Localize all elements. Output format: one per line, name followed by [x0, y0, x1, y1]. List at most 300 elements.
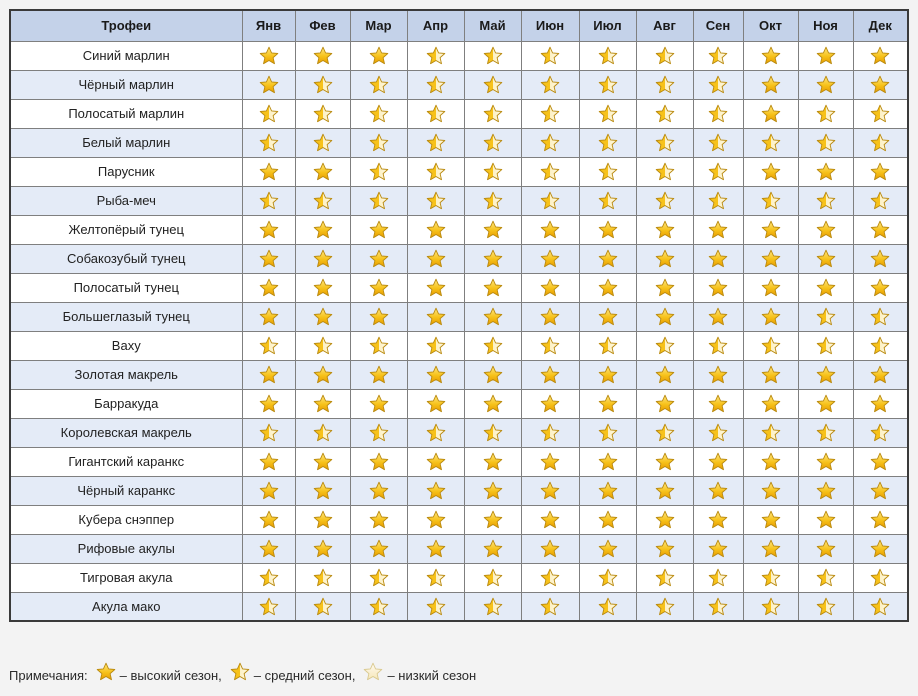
star-half-icon — [483, 75, 503, 94]
season-cell — [636, 476, 693, 505]
season-cell — [853, 563, 908, 592]
season-cell — [636, 302, 693, 331]
season-cell — [693, 186, 743, 215]
star-half-icon — [816, 133, 836, 152]
season-cell — [521, 360, 579, 389]
season-cell — [521, 447, 579, 476]
star-full-icon — [655, 394, 675, 413]
season-cell — [579, 41, 636, 70]
star-half-icon — [483, 597, 503, 616]
season-cell — [407, 99, 464, 128]
trophy-name: Рыба-меч — [10, 186, 242, 215]
star-full-icon — [483, 510, 503, 529]
season-cell — [853, 128, 908, 157]
season-cell — [693, 273, 743, 302]
season-cell — [693, 418, 743, 447]
star-full-icon — [870, 249, 890, 268]
season-cell — [464, 476, 521, 505]
season-cell — [853, 273, 908, 302]
star-half-icon — [870, 336, 890, 355]
season-cell — [295, 244, 350, 273]
season-cell — [579, 70, 636, 99]
season-cell — [798, 273, 853, 302]
star-full-icon — [598, 220, 618, 239]
season-cell — [350, 70, 407, 99]
table-row — [10, 592, 908, 621]
star-full-icon — [816, 452, 836, 471]
star-half-icon — [655, 75, 675, 94]
star-full-icon — [540, 249, 560, 268]
star-half-icon — [816, 423, 836, 442]
star-full-icon — [816, 46, 836, 65]
star-full-icon — [259, 162, 279, 181]
star-half-icon — [483, 423, 503, 442]
season-cell — [295, 215, 350, 244]
season-cell — [407, 331, 464, 360]
season-cell — [853, 476, 908, 505]
season-cell — [798, 418, 853, 447]
star-full-icon — [761, 162, 781, 181]
star-half-icon — [655, 104, 675, 123]
season-cell — [579, 592, 636, 621]
star-full-icon — [761, 539, 781, 558]
star-half-icon — [426, 423, 446, 442]
trophy-name: Кубера снэппер — [10, 505, 242, 534]
season-cell — [693, 389, 743, 418]
star-half-icon — [655, 568, 675, 587]
star-half-icon — [761, 423, 781, 442]
season-cell — [693, 41, 743, 70]
season-cell — [636, 563, 693, 592]
season-cell — [242, 99, 295, 128]
star-full-icon — [761, 46, 781, 65]
trophy-name: Желтопёрый тунец — [10, 215, 242, 244]
season-cell — [853, 302, 908, 331]
trophy-name: Ваху — [10, 331, 242, 360]
star-full-icon — [369, 539, 389, 558]
star-full-icon — [816, 539, 836, 558]
season-cell — [464, 592, 521, 621]
star-full-icon — [369, 46, 389, 65]
legend-low-label: – низкий сезон — [387, 668, 477, 683]
star-full-icon — [816, 162, 836, 181]
season-cell — [693, 70, 743, 99]
season-cell — [407, 534, 464, 563]
star-half-icon — [230, 662, 250, 681]
star-full-icon — [313, 249, 333, 268]
star-full-icon — [426, 510, 446, 529]
season-cell — [295, 186, 350, 215]
season-cell — [693, 505, 743, 534]
season-cell — [521, 99, 579, 128]
star-half-icon — [708, 568, 728, 587]
season-cell — [242, 505, 295, 534]
star-full-icon — [598, 510, 618, 529]
season-cell — [693, 128, 743, 157]
season-cell — [242, 186, 295, 215]
header-month: Мар — [350, 10, 407, 41]
header-month: Окт — [743, 10, 798, 41]
star-half-icon — [655, 162, 675, 181]
season-cell — [693, 302, 743, 331]
season-cell — [636, 534, 693, 563]
season-cell — [464, 360, 521, 389]
season-cell — [798, 331, 853, 360]
season-table-wrapper — [9, 9, 909, 622]
star-half-icon — [870, 423, 890, 442]
star-full-icon — [655, 510, 675, 529]
star-half-icon — [259, 133, 279, 152]
star-full-icon — [483, 394, 503, 413]
season-cell — [464, 41, 521, 70]
star-half-icon — [369, 336, 389, 355]
star-full-icon — [598, 278, 618, 297]
star-half-icon — [483, 191, 503, 210]
star-half-icon — [426, 568, 446, 587]
header-month: Авг — [636, 10, 693, 41]
season-cell — [295, 389, 350, 418]
header-month: Сен — [693, 10, 743, 41]
star-full-icon — [426, 249, 446, 268]
star-full-icon — [259, 510, 279, 529]
season-cell — [464, 70, 521, 99]
season-cell — [295, 273, 350, 302]
season-cell — [853, 389, 908, 418]
star-full-icon — [426, 365, 446, 384]
star-half-icon — [259, 191, 279, 210]
season-cell — [407, 128, 464, 157]
star-full-icon — [870, 394, 890, 413]
trophy-name: Полосатый тунец — [10, 273, 242, 302]
trophy-name: Барракуда — [10, 389, 242, 418]
star-half-icon — [259, 423, 279, 442]
season-cell — [743, 99, 798, 128]
season-cell — [464, 447, 521, 476]
season-cell — [350, 476, 407, 505]
season-cell — [464, 505, 521, 534]
star-full-icon — [761, 249, 781, 268]
star-full-icon — [655, 365, 675, 384]
season-cell — [743, 505, 798, 534]
star-half-icon — [369, 104, 389, 123]
season-cell — [636, 70, 693, 99]
season-cell — [636, 418, 693, 447]
header-month: Янв — [242, 10, 295, 41]
star-half-icon — [655, 191, 675, 210]
star-half-icon — [761, 133, 781, 152]
star-half-icon — [598, 75, 618, 94]
star-full-icon — [598, 249, 618, 268]
table-row — [10, 534, 908, 563]
season-cell — [464, 302, 521, 331]
star-full-icon — [540, 452, 560, 471]
season-cell — [853, 331, 908, 360]
star-half-icon — [483, 46, 503, 65]
star-full-icon — [259, 481, 279, 500]
star-full-icon — [761, 510, 781, 529]
season-cell — [350, 592, 407, 621]
star-full-icon — [369, 452, 389, 471]
star-full-icon — [655, 452, 675, 471]
star-half-icon — [369, 568, 389, 587]
star-half-icon — [708, 104, 728, 123]
star-half-icon — [369, 597, 389, 616]
star-half-icon — [598, 597, 618, 616]
star-half-icon — [598, 191, 618, 210]
season-cell — [407, 273, 464, 302]
table-row — [10, 41, 908, 70]
star-half-icon — [761, 191, 781, 210]
season-cell — [743, 215, 798, 244]
season-cell — [295, 302, 350, 331]
star-half-icon — [870, 104, 890, 123]
table-row — [10, 447, 908, 476]
season-cell — [350, 186, 407, 215]
star-full-icon — [540, 278, 560, 297]
season-cell — [295, 360, 350, 389]
trophy-name: Парусник — [10, 157, 242, 186]
star-full-icon — [761, 220, 781, 239]
star-full-icon — [816, 510, 836, 529]
star-half-icon — [313, 191, 333, 210]
star-half-icon — [598, 162, 618, 181]
season-cell — [350, 331, 407, 360]
season-cell — [798, 389, 853, 418]
season-cell — [636, 41, 693, 70]
season-cell — [853, 244, 908, 273]
table-row — [10, 99, 908, 128]
season-cell — [295, 505, 350, 534]
season-cell — [350, 418, 407, 447]
star-half-icon — [313, 597, 333, 616]
star-half-icon — [540, 423, 560, 442]
star-full-icon — [483, 452, 503, 471]
star-half-icon — [313, 568, 333, 587]
star-full-icon — [761, 452, 781, 471]
star-full-icon — [870, 452, 890, 471]
star-half-icon — [870, 597, 890, 616]
season-cell — [521, 534, 579, 563]
header-month: Июн — [521, 10, 579, 41]
star-full-icon — [369, 220, 389, 239]
star-full-icon — [870, 162, 890, 181]
season-cell — [407, 563, 464, 592]
star-half-icon — [816, 597, 836, 616]
season-cell — [579, 476, 636, 505]
star-half-icon — [598, 423, 618, 442]
star-half-icon — [708, 46, 728, 65]
star-half-icon — [655, 336, 675, 355]
star-full-icon — [369, 510, 389, 529]
star-half-icon — [761, 568, 781, 587]
star-half-icon — [426, 104, 446, 123]
star-full-icon — [540, 365, 560, 384]
season-cell — [579, 99, 636, 128]
season-cell — [636, 331, 693, 360]
season-cell — [407, 476, 464, 505]
season-cell — [579, 215, 636, 244]
season-cell — [295, 157, 350, 186]
star-full-icon — [870, 46, 890, 65]
season-cell — [798, 505, 853, 534]
season-cell — [579, 563, 636, 592]
season-cell — [350, 534, 407, 563]
star-full-icon — [761, 104, 781, 123]
star-full-icon — [259, 307, 279, 326]
season-cell — [242, 360, 295, 389]
star-half-icon — [816, 104, 836, 123]
star-full-icon — [708, 481, 728, 500]
star-full-icon — [426, 394, 446, 413]
star-half-icon — [708, 336, 728, 355]
season-cell — [521, 157, 579, 186]
season-cell — [579, 302, 636, 331]
season-cell — [798, 128, 853, 157]
star-full-icon — [761, 278, 781, 297]
season-cell — [407, 389, 464, 418]
season-cell — [693, 215, 743, 244]
season-cell — [242, 534, 295, 563]
season-cell — [636, 592, 693, 621]
season-cell — [242, 128, 295, 157]
season-cell — [743, 244, 798, 273]
trophy-name: Синий марлин — [10, 41, 242, 70]
season-cell — [350, 41, 407, 70]
season-cell — [579, 534, 636, 563]
star-full-icon — [708, 307, 728, 326]
star-half-icon — [426, 133, 446, 152]
star-full-icon — [313, 365, 333, 384]
table-row — [10, 244, 908, 273]
season-cell — [798, 70, 853, 99]
season-cell — [464, 331, 521, 360]
season-cell — [242, 476, 295, 505]
season-cell — [579, 447, 636, 476]
season-cell — [743, 128, 798, 157]
season-cell — [242, 418, 295, 447]
season-cell — [464, 563, 521, 592]
season-cell — [521, 592, 579, 621]
season-cell — [853, 447, 908, 476]
star-full-icon — [708, 278, 728, 297]
header-month: Ноя — [798, 10, 853, 41]
star-half-icon — [761, 336, 781, 355]
star-half-icon — [870, 568, 890, 587]
star-half-icon — [708, 191, 728, 210]
trophy-name: Тигровая акула — [10, 563, 242, 592]
star-half-icon — [598, 568, 618, 587]
star-full-icon — [870, 75, 890, 94]
star-half-icon — [540, 568, 560, 587]
season-cell — [636, 186, 693, 215]
season-cell — [295, 128, 350, 157]
season-cell — [407, 360, 464, 389]
star-full-icon — [96, 662, 116, 681]
star-half-icon — [816, 307, 836, 326]
star-full-icon — [426, 452, 446, 471]
legend-mid-label: – средний сезон, — [253, 668, 356, 683]
season-cell — [636, 505, 693, 534]
star-half-icon — [483, 133, 503, 152]
trophy-name: Белый марлин — [10, 128, 242, 157]
star-half-icon — [708, 75, 728, 94]
star-full-icon — [313, 220, 333, 239]
season-cell — [407, 41, 464, 70]
star-half-icon — [369, 191, 389, 210]
season-cell — [579, 128, 636, 157]
season-cell — [407, 186, 464, 215]
trophy-name: Полосатый марлин — [10, 99, 242, 128]
season-cell — [242, 215, 295, 244]
season-cell — [798, 534, 853, 563]
season-cell — [521, 331, 579, 360]
season-cell — [743, 41, 798, 70]
season-cell — [579, 505, 636, 534]
season-cell — [743, 331, 798, 360]
table-row — [10, 476, 908, 505]
star-half-icon — [598, 336, 618, 355]
star-full-icon — [655, 481, 675, 500]
season-cell — [798, 563, 853, 592]
legend-high-label: – высокий сезон, — [119, 668, 222, 683]
star-full-icon — [483, 365, 503, 384]
season-cell — [350, 99, 407, 128]
header-month: Июл — [579, 10, 636, 41]
star-full-icon — [369, 365, 389, 384]
season-cell — [521, 476, 579, 505]
star-full-icon — [816, 278, 836, 297]
season-cell — [350, 128, 407, 157]
star-full-icon — [708, 365, 728, 384]
season-cell — [350, 244, 407, 273]
season-cell — [853, 157, 908, 186]
star-half-icon — [426, 191, 446, 210]
season-cell — [693, 331, 743, 360]
table-row — [10, 157, 908, 186]
star-full-icon — [313, 394, 333, 413]
season-cell — [521, 41, 579, 70]
season-cell — [242, 389, 295, 418]
star-half-icon — [426, 75, 446, 94]
season-cell — [464, 389, 521, 418]
star-full-icon — [426, 278, 446, 297]
table-row — [10, 273, 908, 302]
season-cell — [579, 331, 636, 360]
season-cell — [242, 273, 295, 302]
star-full-icon — [655, 307, 675, 326]
season-cell — [693, 476, 743, 505]
star-half-icon — [483, 162, 503, 181]
star-full-icon — [313, 46, 333, 65]
season-cell — [350, 302, 407, 331]
star-half-icon — [708, 162, 728, 181]
star-half-icon — [708, 423, 728, 442]
table-row — [10, 128, 908, 157]
star-full-icon — [598, 539, 618, 558]
season-cell — [743, 273, 798, 302]
star-full-icon — [369, 249, 389, 268]
season-cell — [853, 534, 908, 563]
season-cell — [693, 447, 743, 476]
header-month: Дек — [853, 10, 908, 41]
season-cell — [464, 244, 521, 273]
season-cell — [521, 302, 579, 331]
star-half-icon — [708, 597, 728, 616]
season-cell — [242, 302, 295, 331]
star-full-icon — [483, 481, 503, 500]
star-half-icon — [259, 597, 279, 616]
season-cell — [350, 447, 407, 476]
